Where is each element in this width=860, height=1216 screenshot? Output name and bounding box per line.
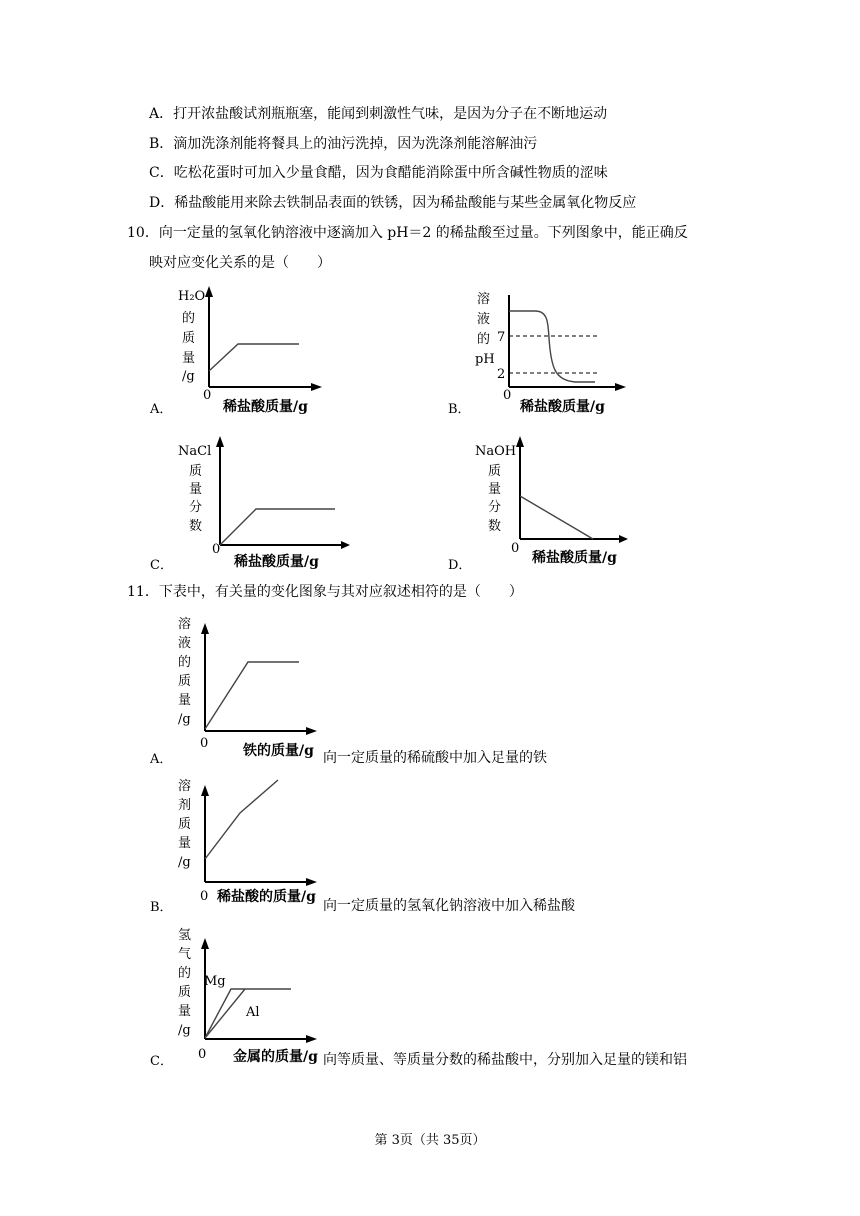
q10-a-curve xyxy=(209,344,299,371)
q11-c-origin: 0 xyxy=(198,1047,207,1062)
q10-d-x-arrow xyxy=(619,535,628,543)
q11-a-ylabel-1: 液 xyxy=(178,636,192,651)
q11-a-y-arrow xyxy=(201,623,209,634)
q10-c-ylabel-4: 数 xyxy=(189,519,203,534)
q11-c-ylabel-1: 气 xyxy=(178,947,192,962)
q10-d-ylabel-4: 数 xyxy=(488,519,502,534)
q9-option-a: A．打开浓盐酸试剂瓶瓶塞，能闻到刺激性气味，是因为分子在不断地运动 xyxy=(149,106,608,122)
q11-c-ylabel-4: 量 xyxy=(178,1004,192,1019)
q10-graph-a xyxy=(145,283,345,418)
q10-stem-line1: 10．向一定量的氢氧化钠溶液中逐滴加入 pH＝2 的稀盐酸至过量。下列图象中，能正确反 xyxy=(127,225,688,241)
q10-d-ylabel-1: 质 xyxy=(488,464,502,479)
q10-c-ylabel-0: NaCl xyxy=(178,444,212,459)
q10-d-y-arrow xyxy=(516,436,524,447)
q11-c-series-mg: Mg xyxy=(204,974,226,989)
q11-c-letter: C． xyxy=(150,1054,173,1069)
q11-b-origin: 0 xyxy=(200,889,209,904)
q11-b-x-arrow xyxy=(306,878,317,886)
q10-b-curve xyxy=(509,311,595,382)
q11-graph-a xyxy=(145,610,325,765)
q10-c-y-arrow xyxy=(216,436,224,447)
q11-c-curve-al xyxy=(205,989,245,1038)
q11-a-origin: 0 xyxy=(200,736,209,751)
q10-b-x-arrow xyxy=(615,383,626,391)
q11-c-xlabel: 金属的质量/g xyxy=(233,1049,318,1065)
q10-c-curve xyxy=(220,509,335,545)
page-footer: 第 3页（共 35页） xyxy=(374,1133,486,1148)
q10-a-ylabel-2: 质 xyxy=(182,331,196,346)
q11-b-ylabel-1: 剂 xyxy=(178,798,192,813)
q11-a-ylabel-3: 质 xyxy=(178,674,192,689)
q11-b-ylabel-3: 量 xyxy=(178,836,192,851)
q11-c-ylabel-5: /g xyxy=(178,1023,191,1038)
q10-d-ylabel-3: 分 xyxy=(488,500,502,515)
q11-c-desc: 向等质量、等质量分数的稀盐酸中，分别加入足量的镁和铝 xyxy=(323,1052,687,1068)
q11-b-y-arrow xyxy=(201,785,209,796)
q10-b-ylabel-2: 的 xyxy=(477,332,491,347)
q11-a-x-arrow xyxy=(306,727,317,735)
q10-a-ylabel-1: 的 xyxy=(182,311,196,326)
q10-c-ylabel-2: 量 xyxy=(189,482,203,497)
q11-a-ylabel-2: 的 xyxy=(178,655,192,670)
q11-b-ylabel-2: 质 xyxy=(178,817,192,832)
q10-b-origin: 0 xyxy=(503,388,512,403)
q11-c-ylabel-3: 质 xyxy=(178,985,192,1000)
q10-d-origin: 0 xyxy=(511,541,520,556)
q11-a-xlabel: 铁的质量/g xyxy=(243,743,314,759)
q11-stem: 11．下表中，有关量的变化图象与其对应叙述相符的是（ ） xyxy=(127,584,523,600)
q11-b-curve xyxy=(205,780,278,859)
q10-a-ylabel-4: /g xyxy=(182,369,195,384)
q10-c-origin: 0 xyxy=(212,542,221,557)
q10-a-letter: A． xyxy=(150,402,173,417)
q11-b-xlabel: 稀盐酸的质量/g xyxy=(217,889,316,905)
q10-b-tick-7: 7 xyxy=(497,330,506,345)
q10-a-ylabel-0: H₂O xyxy=(178,289,206,304)
q11-c-ylabel-2: 的 xyxy=(178,966,192,981)
q11-a-ylabel-4: 量 xyxy=(178,693,192,708)
q10-d-letter: D． xyxy=(448,558,472,573)
q11-a-letter: A． xyxy=(150,752,173,767)
q10-a-y-arrow xyxy=(205,286,213,297)
q10-d-ylabel-2: 量 xyxy=(488,482,502,497)
q9-option-b: B．滴加洗涤剂能将餐具上的油污洗掉，因为洗涤剂能溶解油污 xyxy=(149,136,538,152)
q10-b-ylabel-0: 溶 xyxy=(477,292,491,307)
q10-a-x-arrow xyxy=(311,383,322,391)
q11-b-ylabel-0: 溶 xyxy=(178,779,192,794)
q11-c-ylabel-0: 氢 xyxy=(178,928,192,943)
q10-graph-b xyxy=(445,283,645,418)
q10-c-xlabel: 稀盐酸质量/g xyxy=(234,554,319,570)
q11-b-ylabel-4: /g xyxy=(178,855,191,870)
q11-a-ylabel-0: 溶 xyxy=(178,617,192,632)
q10-c-letter: C． xyxy=(150,558,173,573)
q10-c-x-arrow xyxy=(341,541,350,549)
q11-c-y-arrow xyxy=(201,938,209,949)
q10-b-ylabel-3: pH xyxy=(475,352,495,367)
q10-b-letter: B． xyxy=(448,402,471,417)
q10-b-xlabel: 稀盐酸质量/g xyxy=(520,399,605,415)
q11-graph-c xyxy=(145,925,325,1070)
q10-d-curve xyxy=(520,496,593,539)
q10-c-ylabel-3: 分 xyxy=(189,500,203,515)
q10-graph-c xyxy=(145,433,345,573)
q10-b-ylabel-1: 液 xyxy=(477,312,491,327)
q10-b-tick-2: 2 xyxy=(497,367,506,382)
q10-d-ylabel-0: NaOH xyxy=(475,444,517,459)
q9-option-c: C．吃松花蛋时可加入少量食醋，因为食醋能消除蛋中所含碱性物质的涩味 xyxy=(149,165,608,181)
q11-a-desc: 向一定质量的稀硫酸中加入足量的铁 xyxy=(323,750,547,766)
q11-c-series-al: Al xyxy=(246,1005,260,1020)
q10-a-origin: 0 xyxy=(203,388,212,403)
q11-b-desc: 向一定质量的氢氧化钠溶液中加入稀盐酸 xyxy=(323,898,575,914)
q10-stem-line2: 映对应变化关系的是（ ） xyxy=(149,255,331,271)
q10-a-ylabel-3: 量 xyxy=(182,351,196,366)
q11-graph-b xyxy=(145,770,325,915)
q11-a-curve xyxy=(205,662,299,729)
q9-option-d: D．稀盐酸能用来除去铁制品表面的铁锈，因为稀盐酸能与某些金属氧化物反应 xyxy=(149,195,637,211)
q11-a-ylabel-5: /g xyxy=(178,712,191,727)
q10-d-xlabel: 稀盐酸质量/g xyxy=(532,550,617,566)
q11-b-letter: B． xyxy=(150,900,173,915)
q10-graph-d xyxy=(445,433,645,573)
q10-c-ylabel-1: 质 xyxy=(189,464,203,479)
q11-c-x-arrow xyxy=(306,1035,317,1043)
q10-a-xlabel: 稀盐酸质量/g xyxy=(223,399,308,415)
